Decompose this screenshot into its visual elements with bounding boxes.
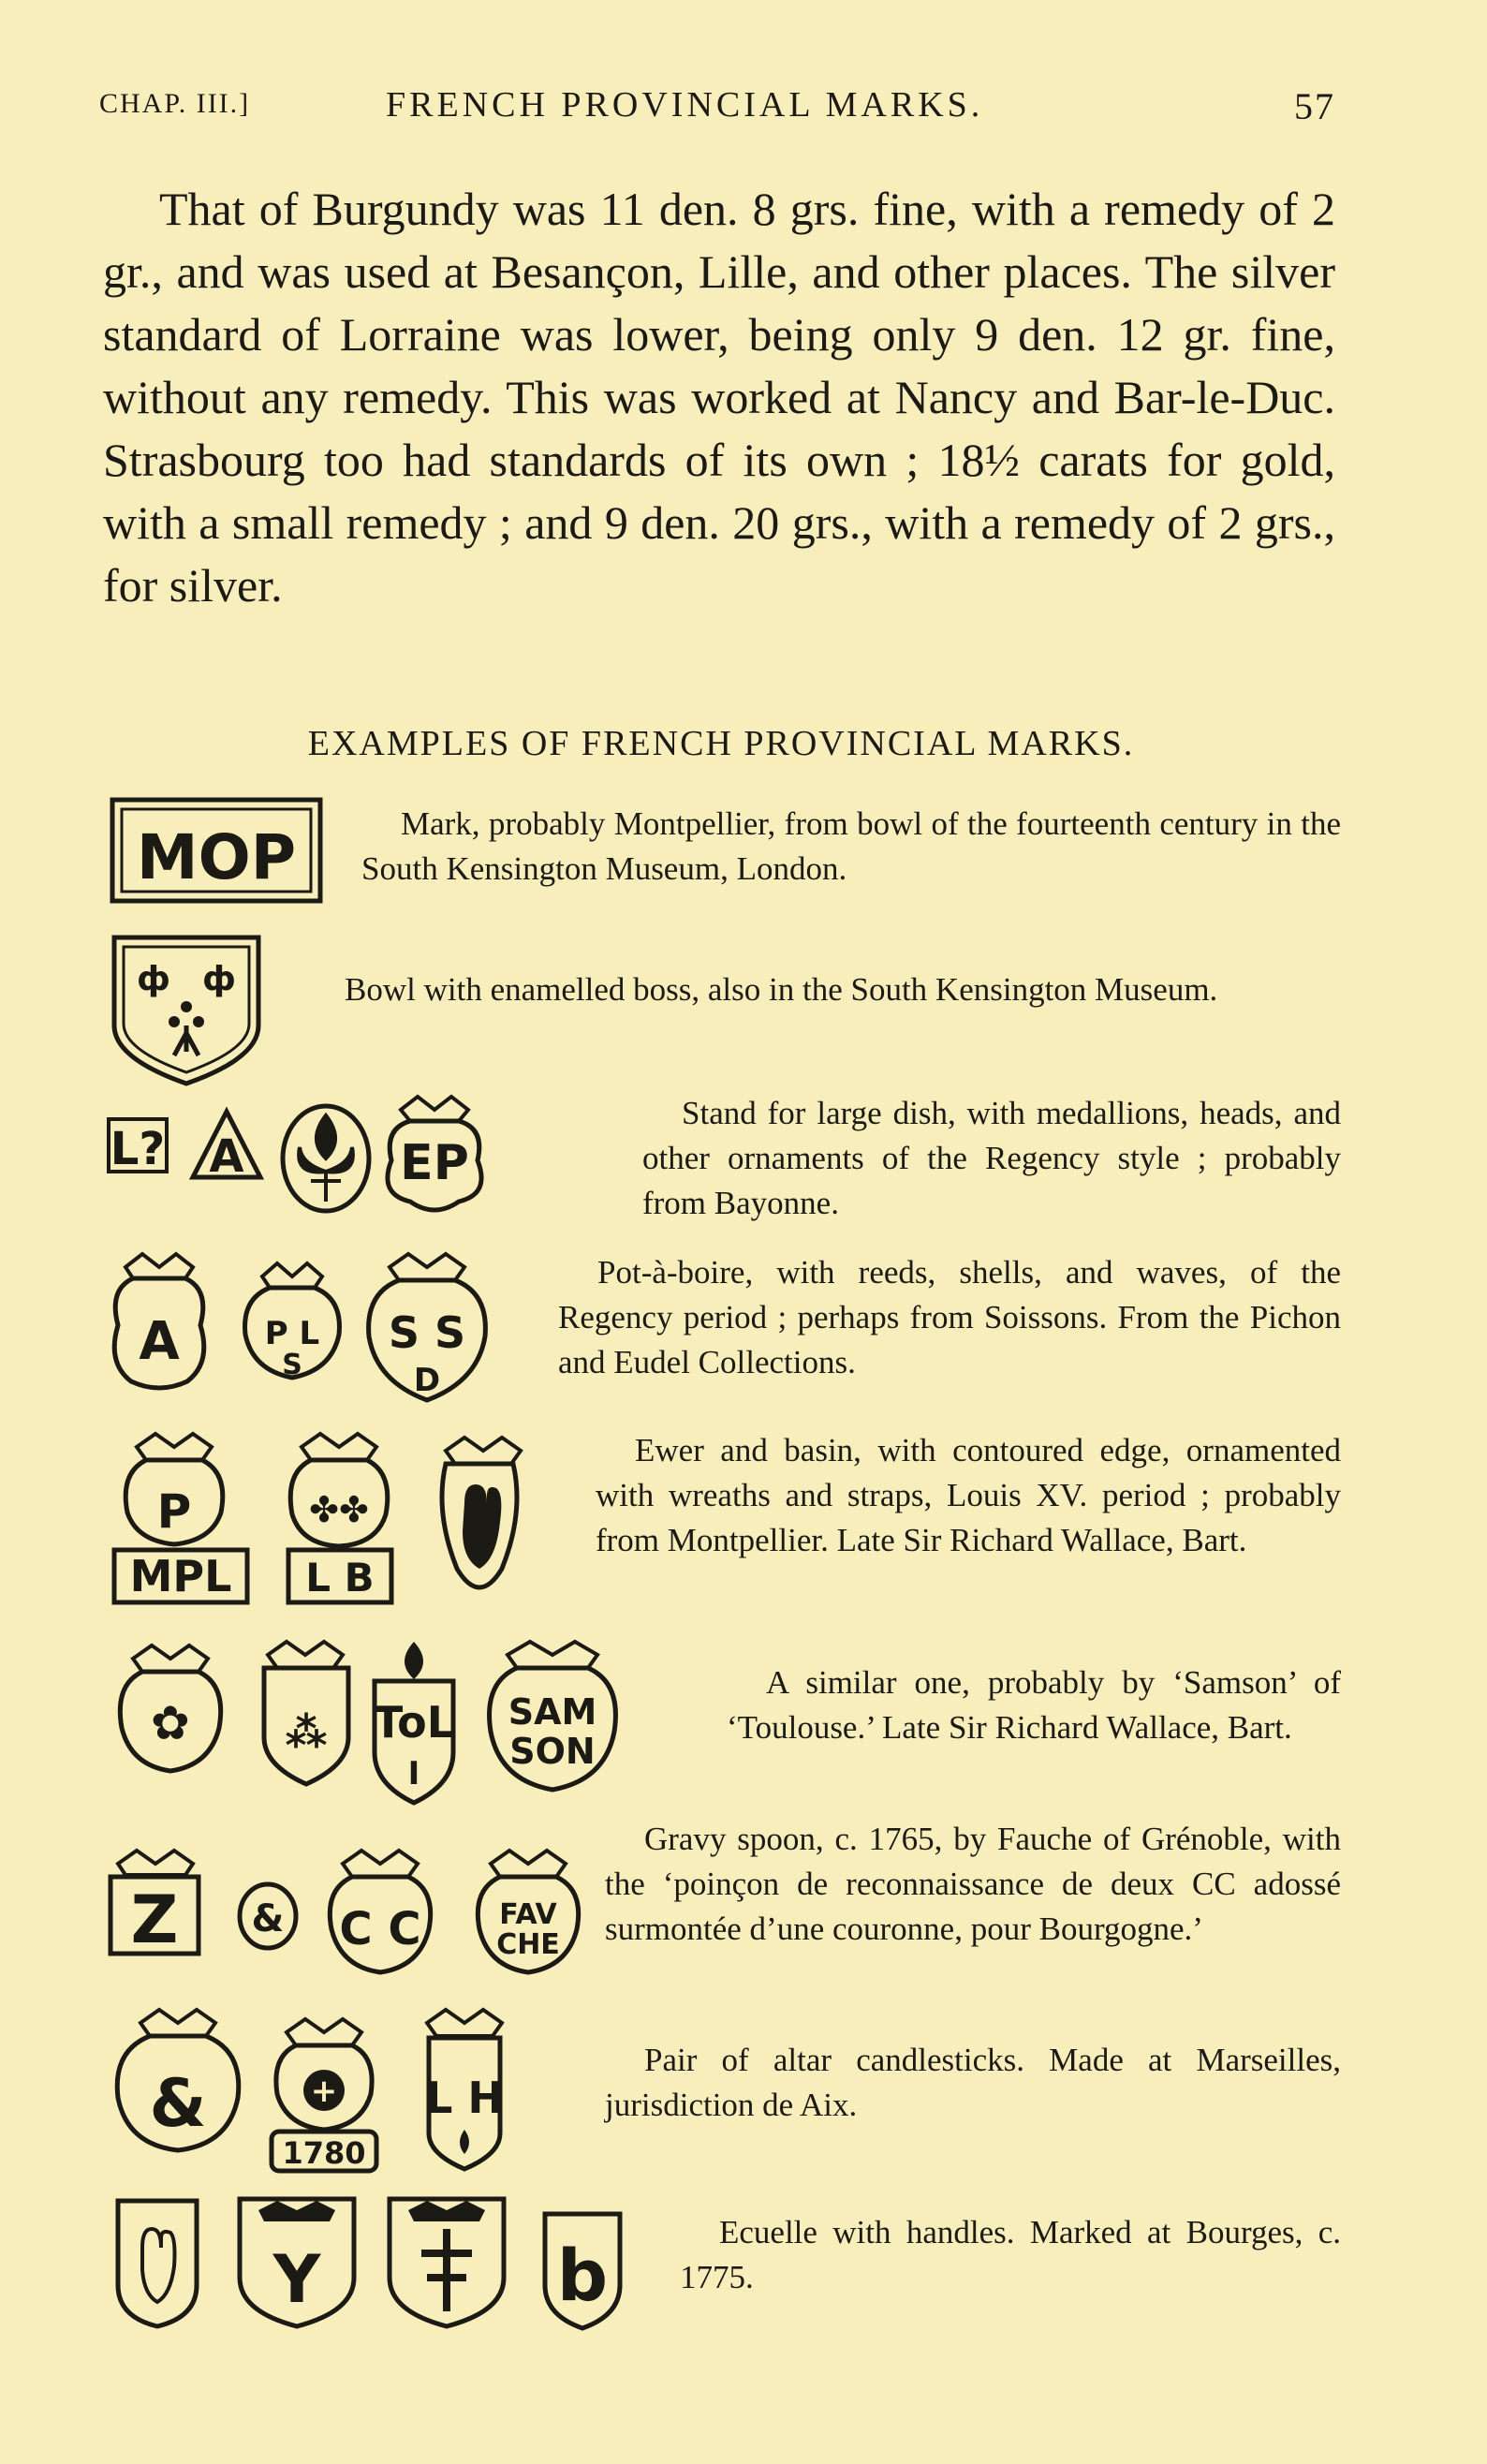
entry-5-marks: [109, 1428, 577, 1616]
svg-text:A: A: [209, 1130, 244, 1183]
svg-text:⁂: ⁂: [285, 1709, 328, 1757]
svg-text:L?: L?: [110, 1123, 166, 1175]
svg-text:A: A: [139, 1311, 180, 1372]
svg-text:✿: ✿: [151, 1696, 190, 1750]
svg-text:1780: 1780: [282, 2135, 366, 2171]
lq-mark: [109, 1119, 167, 1175]
tol-fleur-mark: [374, 1642, 454, 1803]
entry-3-marks: [103, 1091, 609, 1232]
p-mpl-mark: [114, 1434, 247, 1602]
entry-6-description: A similar one, probably by ‘Samson’ of ‘Toulouse.’ Late Sir Richard Wallace, Bart.: [727, 1664, 1341, 1746]
1780-crowned-mark: [272, 2019, 376, 2171]
mark-entry-4: [0, 1250, 1487, 1409]
svg-text:Z: Z: [130, 1881, 179, 1958]
mark-entry-8: [0, 2004, 1487, 2182]
entry-9-marks: [109, 2191, 652, 2332]
svg-text:EP: EP: [400, 1135, 469, 1191]
mark-entry-3: [0, 1091, 1487, 1241]
svg-text:SAM: SAM: [508, 1691, 597, 1733]
svg-text:✤✤: ✤✤: [309, 1489, 369, 1530]
svg-text:FAV: FAV: [499, 1898, 557, 1931]
svg-text:MPL: MPL: [129, 1551, 232, 1601]
crowned-rose-mark: [120, 1645, 220, 1771]
mark-entry-6: [0, 1634, 1487, 1812]
svg-text:L H: L H: [425, 2073, 504, 2123]
page-number: 57: [1294, 85, 1335, 127]
crowned-cross-shield-mark: [390, 2199, 504, 2326]
section-heading: EXAMPLES OF FRENCH PROVINCIAL MARKS.: [307, 724, 1135, 763]
ampersand-crowned-mark: [117, 2010, 239, 2150]
lh-crowned-mark: [425, 2010, 504, 2169]
entry-5-description: Ewer and basin, with contoured edge, ornamented with wreaths and straps, Louis XV. period ; probably from Montpellier. Late Sir Richard Wallace, Bart.: [596, 1432, 1341, 1558]
ssd-crowned-mark: [369, 1254, 486, 1400]
ermine-shield-mark: [109, 932, 264, 1087]
svg-text:S: S: [282, 1349, 302, 1381]
mark-text-mop: MOP: [136, 821, 297, 893]
svg-text:P L: P L: [264, 1315, 320, 1352]
mark-entry-1: [0, 796, 1487, 918]
svg-text:ф: ф: [202, 960, 236, 998]
entry-8-marks: [103, 2004, 552, 2178]
hand-oval-mark: [118, 2201, 197, 2326]
svg-text:CHE: CHE: [496, 1928, 560, 1961]
hand-shield-mark: [442, 1438, 521, 1587]
running-header: [99, 84, 1335, 131]
entry-4-description: Pot-à-boire, with reeds, shells, and waves, of the Regency period ; perhaps from Soissons. From the Pichon and Eudel Collections.: [558, 1254, 1341, 1380]
entry-4-marks: [103, 1250, 571, 1406]
entry-7-marks: [103, 1845, 590, 1995]
entry-6-marks: [109, 1634, 708, 1808]
entry-1-description: Mark, probably Montpellier, from bowl of the fourteenth century in the South Kensington Museum, London.: [361, 805, 1341, 887]
svg-text:&: &: [251, 1897, 285, 1940]
mark-entry-2: [0, 932, 1487, 1091]
entry-2-description: Bowl with enamelled boss, also in the South Kensington Museum.: [345, 971, 1218, 1008]
crowned-z-mark: [110, 1851, 199, 1958]
mark-entry-9: [0, 2191, 1487, 2332]
a-triangle-mark: [193, 1112, 260, 1183]
ermine-crowned-shield-mark: [264, 1642, 348, 1784]
page-title: FRENCH PROVINCIAL MARKS.: [386, 85, 984, 125]
svg-text:D: D: [413, 1362, 441, 1399]
chapter-label: CHAP. III.]: [99, 88, 251, 119]
mark-entry-5: [0, 1428, 1487, 1616]
b-shield-mark: [545, 2214, 620, 2328]
lb-crowned-mark: [288, 1434, 391, 1602]
fauche-crowned-mark: [478, 1851, 578, 1972]
small-knot-mark: [240, 1884, 296, 1948]
fleur-de-lis-mark: [283, 1106, 369, 1211]
svg-text:Y: Y: [272, 2241, 321, 2318]
mark-entry-7: [0, 1817, 1487, 2004]
svg-text:SON: SON: [509, 1731, 596, 1772]
entry-8-description: Pair of altar candlesticks. Made at Marseilles, jurisdiction de Aix.: [605, 2042, 1341, 2123]
mop-mark: [109, 796, 324, 905]
crowned-y-shield-mark: [240, 2199, 354, 2326]
svg-text:&: &: [149, 2065, 207, 2142]
crowned-a-mark: [114, 1254, 204, 1388]
svg-text:C C: C C: [339, 1903, 421, 1955]
svg-text:I: I: [407, 1755, 420, 1793]
svg-text:P: P: [156, 1484, 192, 1539]
svg-text:S S: S S: [388, 1307, 466, 1358]
samson-crowned-mark: [490, 1642, 616, 1790]
entry-7-description: Gravy spoon, c. 1765, by Fauche of Grénoble, with the ‘poinçon de reconnaissance de deux CC adossé surmontée d’une couronne, pour Bourgogne.’: [605, 1821, 1341, 1947]
svg-text:+: +: [310, 2073, 338, 2110]
cc-crowned-mark: [330, 1851, 430, 1972]
body-paragraph: That of Burgundy was 11 den. 8 grs. fine, with a remedy of 2 gr., and was used at Besançon, Lille, and other places. The silver standard of Lorraine was lower, being only 9 den. 12 gr. fine, without any remedy. This was worked at Nancy and Bar-le-Duc. Strasbourg too had standards of its own ; 18½ carats for gold, with a small remedy ; and 9 den. 20 grs., with a remedy of 2 grs., for silver.: [103, 183, 1335, 612]
entry-3-description: Stand for large dish, with medallions, heads, and other ornaments of the Regency style ; probably from Bayonne.: [642, 1095, 1341, 1221]
svg-text:ф: ф: [137, 960, 170, 998]
entry-9-description: Ecuelle with handles. Marked at Bourges, c. 1775.: [680, 2214, 1341, 2295]
svg-text:ToL: ToL: [373, 1697, 455, 1748]
pls-crowned-mark: [245, 1263, 340, 1381]
svg-text:L B: L B: [305, 1555, 375, 1601]
ep-crowned-mark: [388, 1097, 481, 1210]
svg-text:b: b: [556, 2234, 609, 2317]
